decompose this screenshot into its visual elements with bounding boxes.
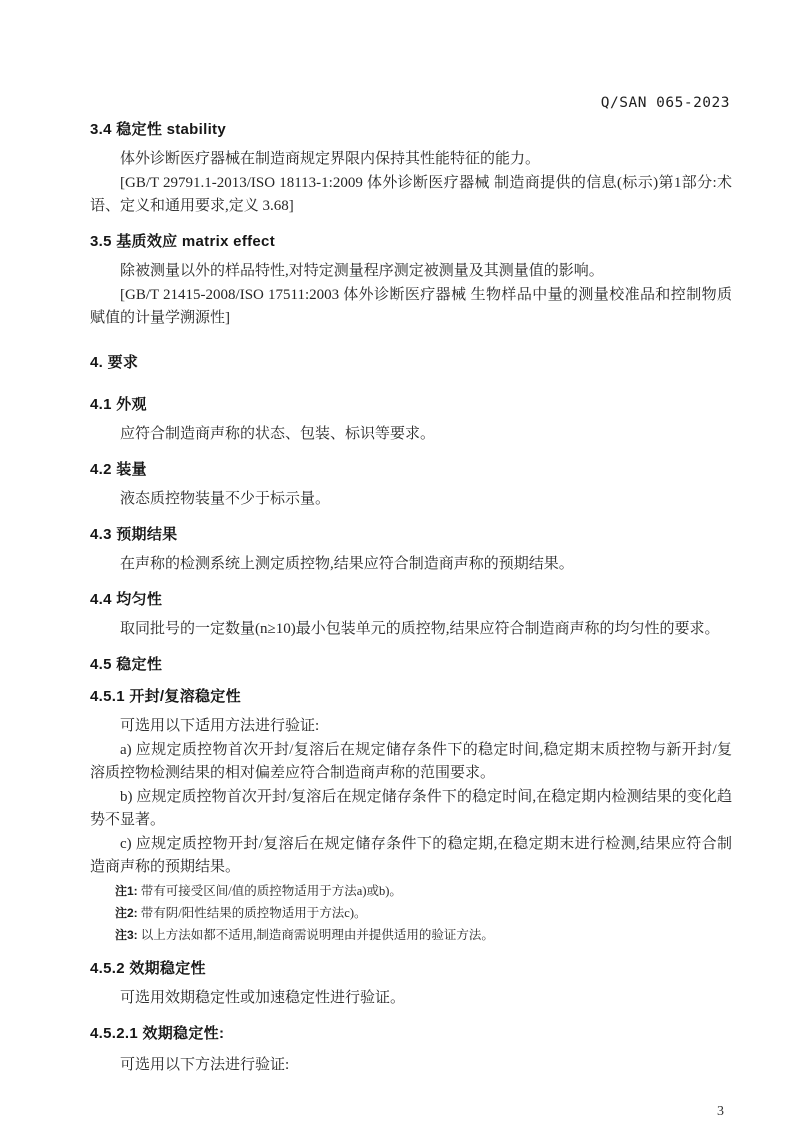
paragraph: 液态质控物装量不少于标示量。 [120, 491, 331, 507]
section-heading: 4.5.1 开封/复溶稳定性 [90, 688, 241, 705]
note-text: 带有阴/阳性结果的质控物适用于方法c)。 [137, 906, 367, 920]
paragraph: [GB/T 21415-2008/ISO 17511:2003 体外诊断医疗器械 生物样品中量的测量校准品和控制物质赋值的计量学溯源性] [90, 287, 732, 326]
section-heading: 4.5 稳定性 [90, 656, 163, 673]
paragraph: 在声称的检测系统上测定质控物,结果应符合制造商声称的预期结果。 [120, 556, 574, 572]
section-heading: 4. 要求 [90, 354, 139, 371]
section-heading: 4.2 装量 [90, 461, 147, 478]
paragraph: 体外诊断医疗器械在制造商规定界限内保持其性能特征的能力。 [120, 151, 541, 167]
section-heading: 4.5.2 效期稳定性 [90, 960, 206, 977]
paragraph: [GB/T 29791.1-2013/ISO 18113-1:2009 体外诊断医疗器械 制造商提供的信息(标示)第1部分:术语、定义和通用要求,定义 3.68] [90, 175, 732, 214]
note-text: 带有可接受区间/值的质控物适用于方法a)或b)。 [137, 884, 402, 898]
section-heading: 3.4 稳定性 stability [90, 121, 226, 138]
paragraph: 可选用效期稳定性或加速稳定性进行验证。 [120, 990, 406, 1006]
note-label: 注1: [115, 884, 138, 898]
section-heading: 4.1 外观 [90, 396, 147, 413]
document-body [90, 106, 732, 1078]
section-heading: 4.5.2.1 效期稳定性: [90, 1025, 225, 1042]
section-heading: 4.4 均匀性 [90, 591, 163, 608]
note-label: 注2: [115, 906, 138, 920]
paragraph: 应符合制造商声称的状态、包装、标识等要求。 [120, 426, 436, 442]
paragraph: 除被测量以外的样品特性,对特定测量程序测定被测量及其测量值的影响。 [120, 263, 604, 279]
paragraph: a) 应规定质控物首次开封/复溶后在规定储存条件下的稳定时间,稳定期末质控物与新开封/复溶质控物检测结果的相对偏差应符合制造商声称的范围要求。 [90, 742, 732, 781]
section-heading: 4.3 预期结果 [90, 526, 178, 543]
paragraph: b) 应规定质控物首次开封/复溶后在规定储存条件下的稳定时间,在稳定期内检测结果的变化趋势不显著。 [90, 789, 732, 828]
note-line [90, 924, 732, 946]
section-heading: 3.5 基质效应 matrix effect [90, 233, 275, 250]
paragraph: 取同批号的一定数量(n≥10)最小包装单元的质控物,结果应符合制造商声称的均匀性的要求。 [120, 621, 720, 637]
note-line [90, 880, 732, 902]
page-number: 3 [717, 1104, 724, 1119]
standard-number-header: Q/SAN 065-2023 [600, 95, 730, 111]
note-text: 以上方法如都不适用,制造商需说明理由并提供适用的验证方法。 [137, 928, 494, 942]
paragraph: 可选用以下适用方法进行验证: [120, 718, 320, 734]
note-label: 注3: [115, 928, 138, 942]
note-line [90, 902, 732, 924]
paragraph: c) 应规定质控物开封/复溶后在规定储存条件下的稳定期,在稳定期末进行检测,结果应符合制造商声称的预期结果。 [90, 836, 732, 875]
paragraph: 可选用以下方法进行验证: [120, 1057, 290, 1073]
